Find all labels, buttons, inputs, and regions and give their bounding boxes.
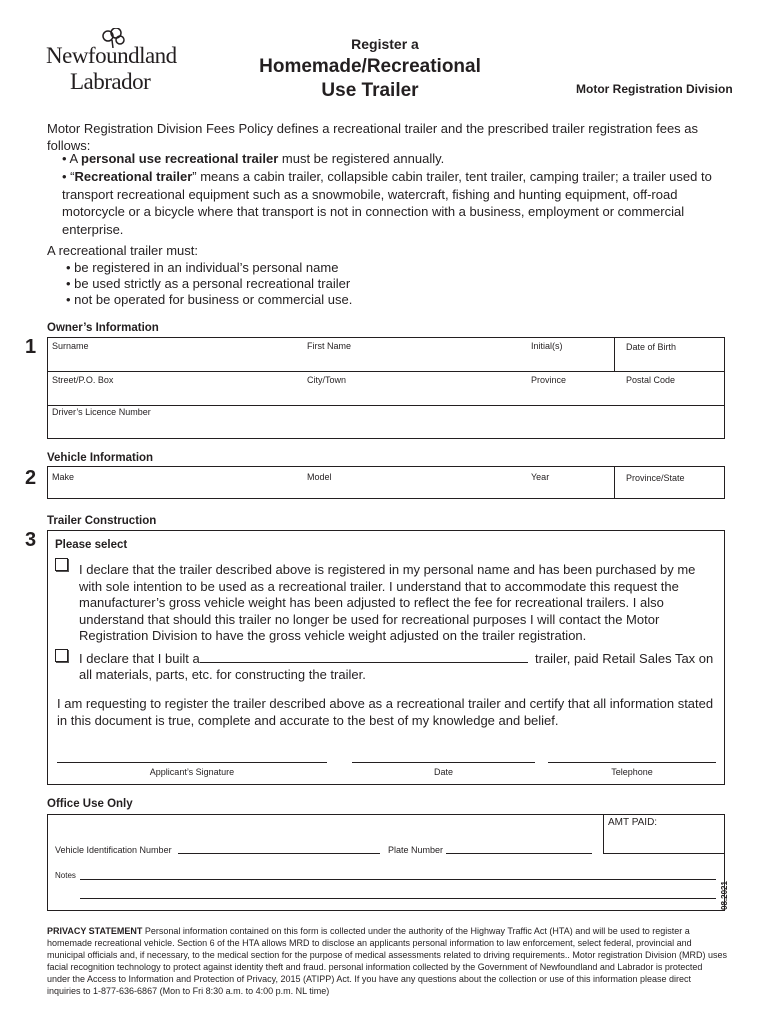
owner-info-box [47, 337, 725, 439]
province-field[interactable]: Province [531, 375, 567, 385]
surname-field[interactable]: Surname [52, 341, 89, 351]
date-of-birth-field[interactable]: Date of Birth [626, 342, 677, 352]
title-register-a: Register a [351, 36, 419, 52]
vehicle-info-box [47, 466, 725, 499]
province-state-field[interactable]: Province/State [626, 473, 685, 483]
logo-newfoundland: Newfoundland [46, 43, 177, 68]
please-select-label: Please select [55, 539, 128, 551]
must-item: • be registered in an individual’s personal name [66, 260, 339, 275]
row-divider [47, 371, 725, 372]
city-field[interactable]: City/Town [307, 375, 347, 385]
decl-built-text-3: all materials, parts, etc. for constructing the trailer. [79, 667, 366, 682]
must-item: • not be operated for business or commercial use. [66, 292, 353, 307]
plate-number-label: Plate Number [388, 845, 444, 855]
date-label: Date [433, 767, 453, 777]
postal-code-field[interactable]: Postal Code [626, 375, 676, 385]
street-field[interactable]: Street/P.O. Box [52, 375, 114, 385]
row-divider [47, 405, 725, 406]
intro-text: Motor Registration Division Fees Policy defines a recreational trailer and the prescribed trailer registration fees as follows: [47, 121, 699, 153]
decl-built-text: I declare that I built a [79, 651, 200, 666]
initials-field[interactable]: Initial(s) [531, 341, 563, 351]
decl-purchased-checkbox[interactable] [55, 558, 68, 571]
first-name-field[interactable]: First Name [307, 341, 352, 351]
date-line[interactable] [352, 762, 535, 763]
amt-paid-label: AMT PAID: [608, 817, 658, 828]
decl-purchased-text: I declare that the trailer described above is registered in my personal name and has been purchased by me with sole intention to be used as a recreational trailer. I understand that to accommodate this request the manufacturer’s gross vehicle weight has been adjusted to reflect the fee for recreational trailers. I also understand that should this trailer no longer be used for recreational purposes I will contact the Motor Registration Division to have the gross vehicle weight adjusted on the trailer registration. [79, 562, 696, 643]
signature-label: Applicant’s Signature [149, 767, 235, 777]
division-name: Motor Registration Division [576, 82, 733, 96]
privacy-statement: PRIVACY STATEMENT Personal information contained on this form is collected under the authority of the Highway Traffic Act (HTA) and will be used to register a homemade recreational vehicle. Section 6 of the HTA allows MRD to disclose an applicants personal information to law enforcement, select federal, provincial and municipal officials and, if necessary, to the medical section for the purpose of medical assessments related to driving requirements.. Motor registration Division (MRD) uses facial recognition technology to protect against identity theft and fraud. personal information collected by the Government of Newfoundland and Labrador is protected under the Access to Information and Protection of Privacy, 2015 (ATIPP) Act. If you have any questions about the collection or use of this information please direct inquiries to 1-877-636-6867 (Mon to Fri 8:30 a.m. to 4:00 p.m. NL time) [47, 926, 727, 996]
col-divider [614, 466, 615, 499]
telephone-line[interactable] [548, 762, 716, 763]
notes-label: Notes [55, 871, 76, 880]
trailer-section-title: Trailer Construction [47, 515, 157, 527]
logo-labrador: Labrador [70, 69, 151, 94]
intro-bullet-1: • A personal use recreational trailer must be registered annually. [62, 151, 445, 166]
office-use-title: Office Use Only [47, 798, 133, 810]
year-field[interactable]: Year [531, 472, 550, 482]
decl-built-text-2: trailer, paid Retail Sales Tax on [535, 651, 714, 666]
signature-line[interactable] [57, 762, 327, 763]
certify-text: I am requesting to register the trailer described above as a recreational trailer and certify that all information stated in this document is true, complete and accurate to the best of my knowledge and belief. [57, 696, 714, 728]
section-number-2: 2 [25, 467, 37, 489]
notes-line-2[interactable] [80, 898, 716, 899]
make-field[interactable]: Make [52, 472, 75, 482]
vin-label: Vehicle Identification Number [55, 845, 172, 855]
trailer-type-input[interactable] [200, 662, 528, 663]
vin-line[interactable] [178, 853, 380, 854]
must-heading: A recreational trailer must: [47, 243, 199, 258]
section-number-3: 3 [25, 529, 37, 551]
title-homemade: Homemade/Recreational [259, 56, 481, 77]
must-item: • be used strictly as a personal recreational trailer [66, 276, 351, 291]
drivers-licence-field[interactable]: Driver’s Licence Number [52, 407, 151, 417]
form-code: 08.2021 [720, 881, 729, 910]
title-use-trailer: Use Trailer [321, 80, 419, 101]
notes-line-1[interactable] [80, 879, 716, 880]
decl-built-checkbox[interactable] [55, 649, 68, 662]
vehicle-section-title: Vehicle Information [47, 452, 154, 464]
section-number-1: 1 [25, 336, 37, 358]
telephone-label: Telephone [611, 767, 653, 777]
model-field[interactable]: Model [307, 472, 332, 482]
owner-section-title: Owner’s Information [47, 322, 159, 334]
col-divider [614, 337, 615, 371]
plate-number-line[interactable] [446, 853, 592, 854]
intro-bullet-2: • “Recreational trailer” means a cabin trailer, collapsible cabin trailer, tent trailer, camping trailer; a trailer used to transport recreational equipment such as a snowmobile, watercraft, fishing and hunting equipment, off-road motorcycle or a bicycle where that transport is not in connection with a business, employment or commercial enterprise. [62, 169, 712, 237]
